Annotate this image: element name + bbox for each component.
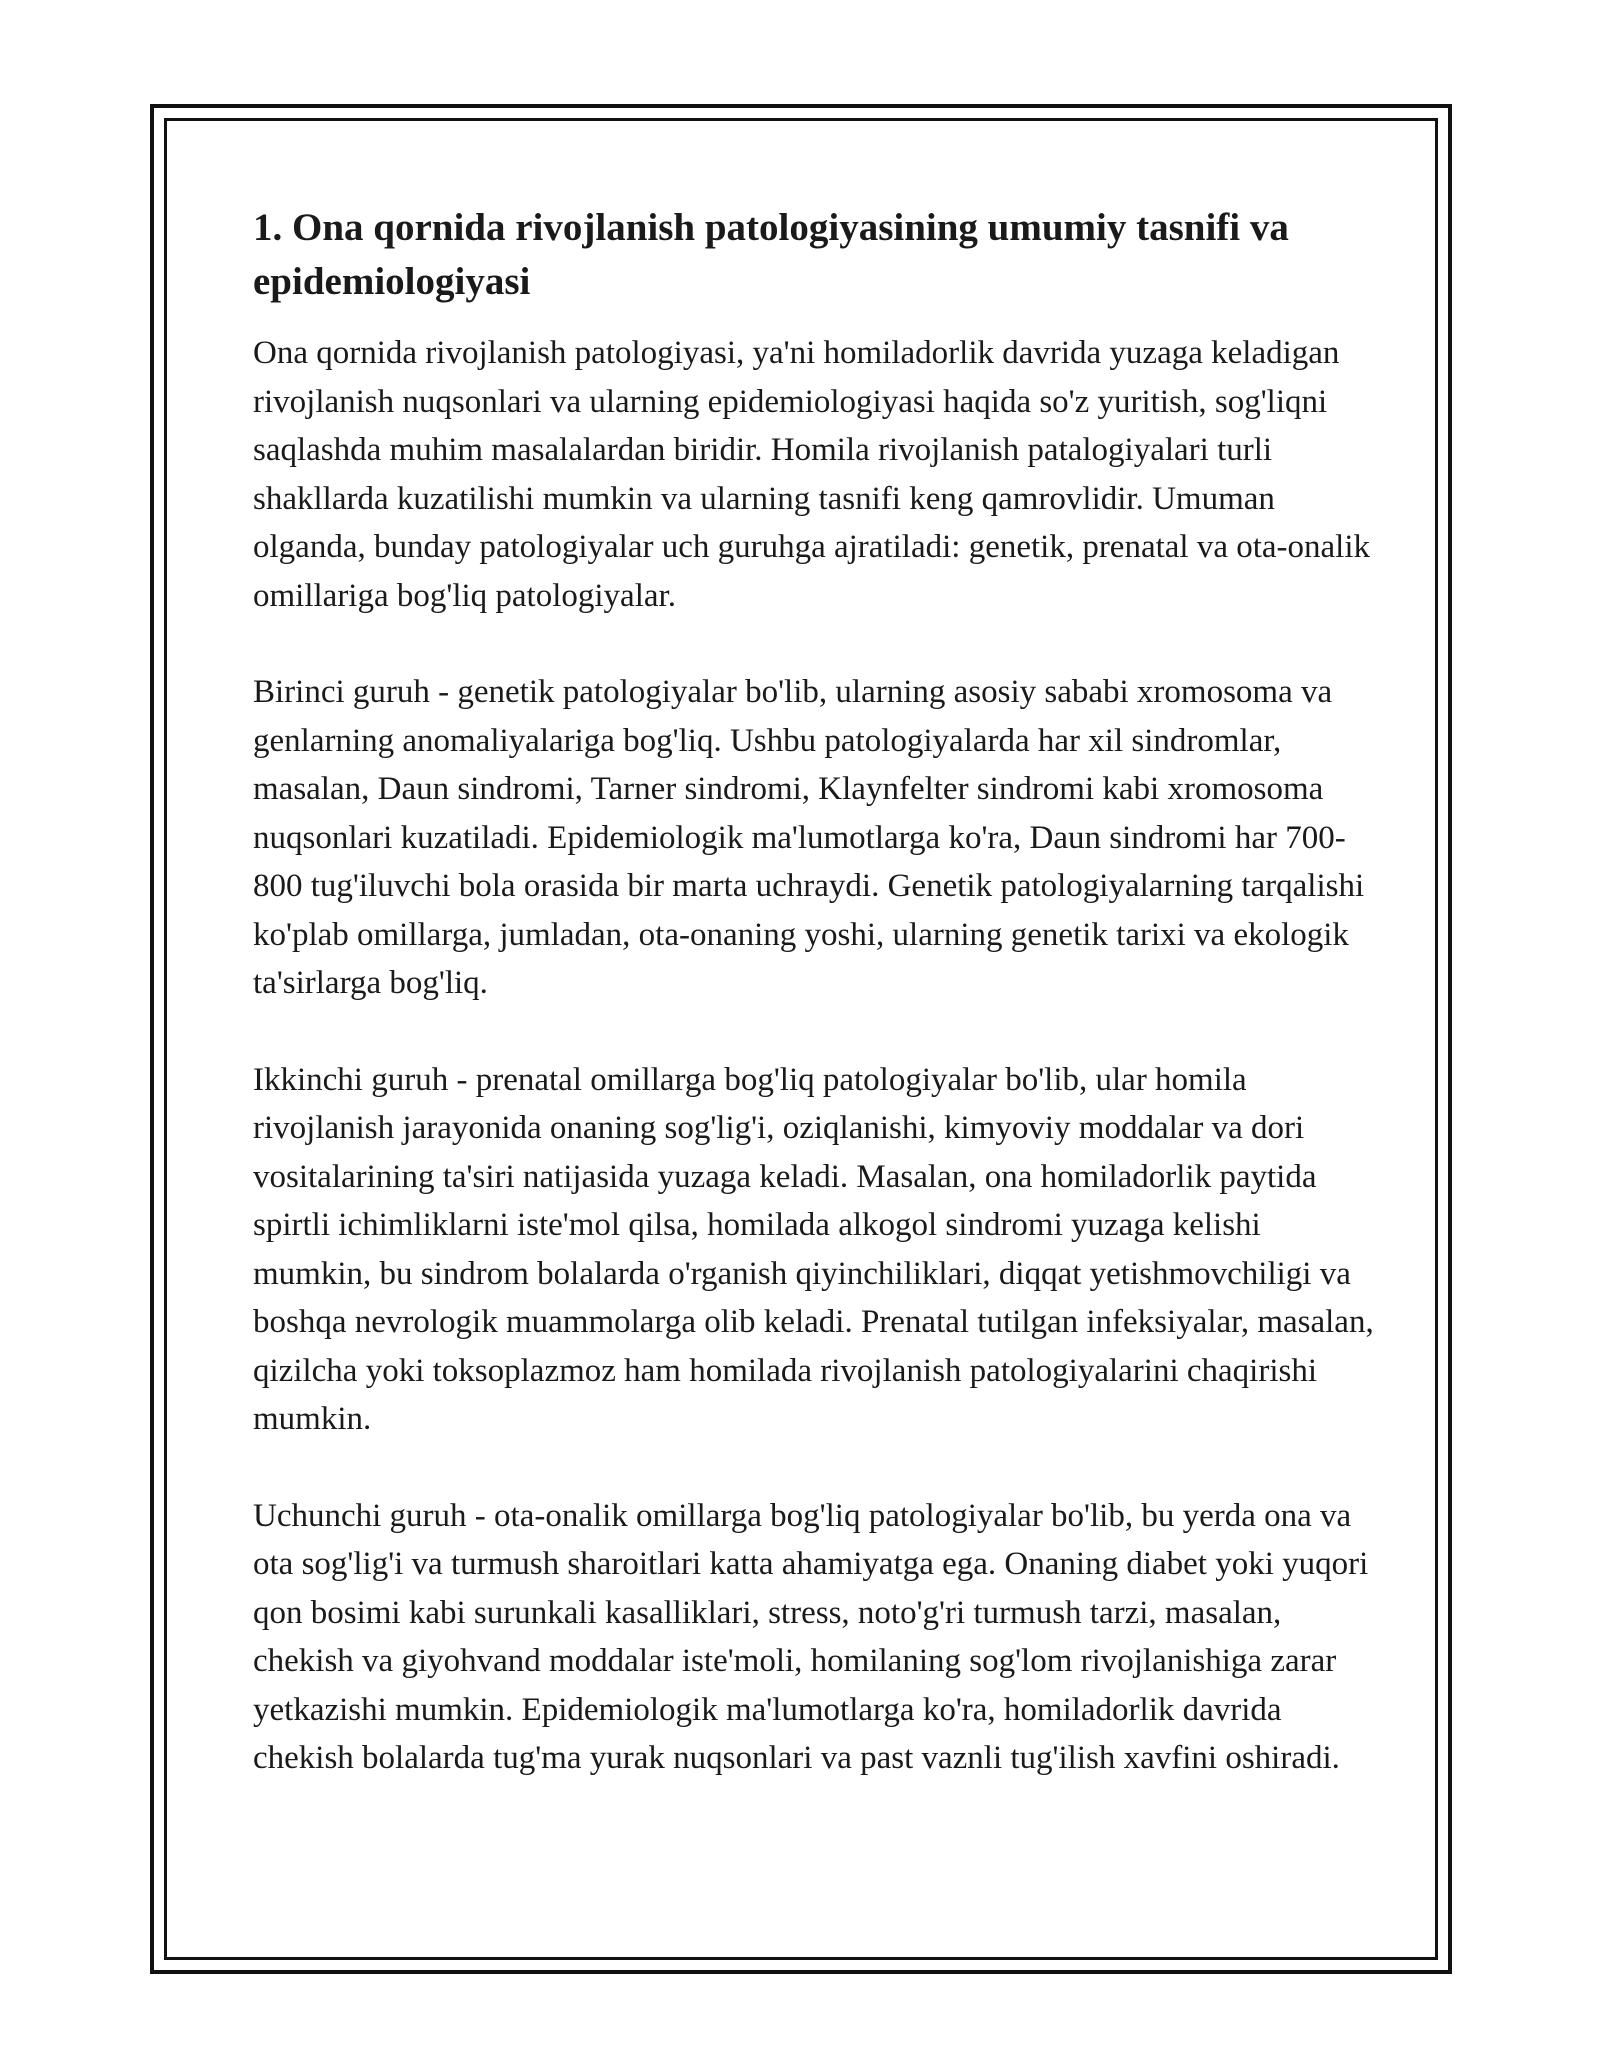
page-border-outer [150, 104, 1452, 1974]
paragraph-parental-group: Uchunchi guruh - ota-onalik omillarga bog'liq patologiyalar bo'lib, bu yerda ona va ota sog'lig'i va turmush sharoitlari katta ahamiyatga ega. Onaning diabet yoki yuqori qon bosimi kabi surunkali kasalliklari, stress, noto'g'ri turmush tarzi, masalan, chekish va giyohvand moddalar iste'moli, homilaning sog'lom rivojlanishiga zarar yetkazishi mumkin. Epidemiologik ma'lumotlarga ko'ra, homiladorlik davrida chekish bolalarda tug'ma yurak nuqsonlari va past vaznli tug'ilish xavfini oshiradi. [253, 1497, 1369, 1776]
page-border-inner [164, 118, 1438, 1960]
section-heading: 1. Ona qornida rivojlanish patologiyasining umumiy tasnifi va epidemiologiyasi [253, 206, 1289, 303]
paragraph-prenatal-group: Ikkinchi guruh - prenatal omillarga bog'liq patologiyalar bo'lib, ular homila rivojlanish jarayonida onaning sog'lig'i, oziqlanishi, kimyoviy moddalar va dori vositalarining ta'siri natijasida yuzaga keladi. Masalan, ona homiladorlik paytida spirtli ichimliklarni iste'mol qilsa, homilada alkogol sindromi yuzaga kelishi mumkin, bu sindrom bolalarda o'rganish qiyinchiliklari, diqqat yetishmovchiligi va boshqa nevrologik muammolarga olib keladi. Prenatal tutilgan infeksiyalar, masalan, qizilcha yoki toksoplazmoz ham homilada rivojlanish patologiyalarini chaqirishi mumkin. [253, 1061, 1374, 1437]
paragraph-genetic-group: Birinci guruh - genetik patologiyalar bo'lib, ularning asosiy sababi xromosoma va genlarning anomaliyalariga bog'liq. Ushbu patologiyalarda har xil sindromlar, masalan, Daun sindromi, Tarner sindromi, Klaynfelter sindromi kabi xromosoma nuqsonlari kuzatiladi. Epidemiologik ma'lumotlarga ko'ra, Daun sindromi har 700-800 tug'iluvchi bola orasida bir marta uchraydi. Genetik patologiyalarning tarqalishi ko'plab omillarga, jumladan, ota-onaning yoshi, ularning genetik tarixi va ekologik ta'sirlarga bog'liq. [253, 674, 1365, 1001]
document-body [253, 201, 1383, 1783]
paragraph-intro: Ona qornida rivojlanish patologiyasi, ya'ni homiladorlik davrida yuzaga keladigan rivojlanish nuqsonlari va ularning epidemiologiyasi haqida so'z yuritish, sog'liqni saqlashda muhim masalalardan biridir. Homila rivojlanish patalogiyalari turli shakllarda kuzatilishi mumkin va ularning tasnifi keng qamrovlidir. Umuman olganda, bunday patologiyalar uch guruhga ajratiladi: genetik, prenatal va ota-onalik omillariga bog'liq patologiyalar. [253, 335, 1371, 614]
